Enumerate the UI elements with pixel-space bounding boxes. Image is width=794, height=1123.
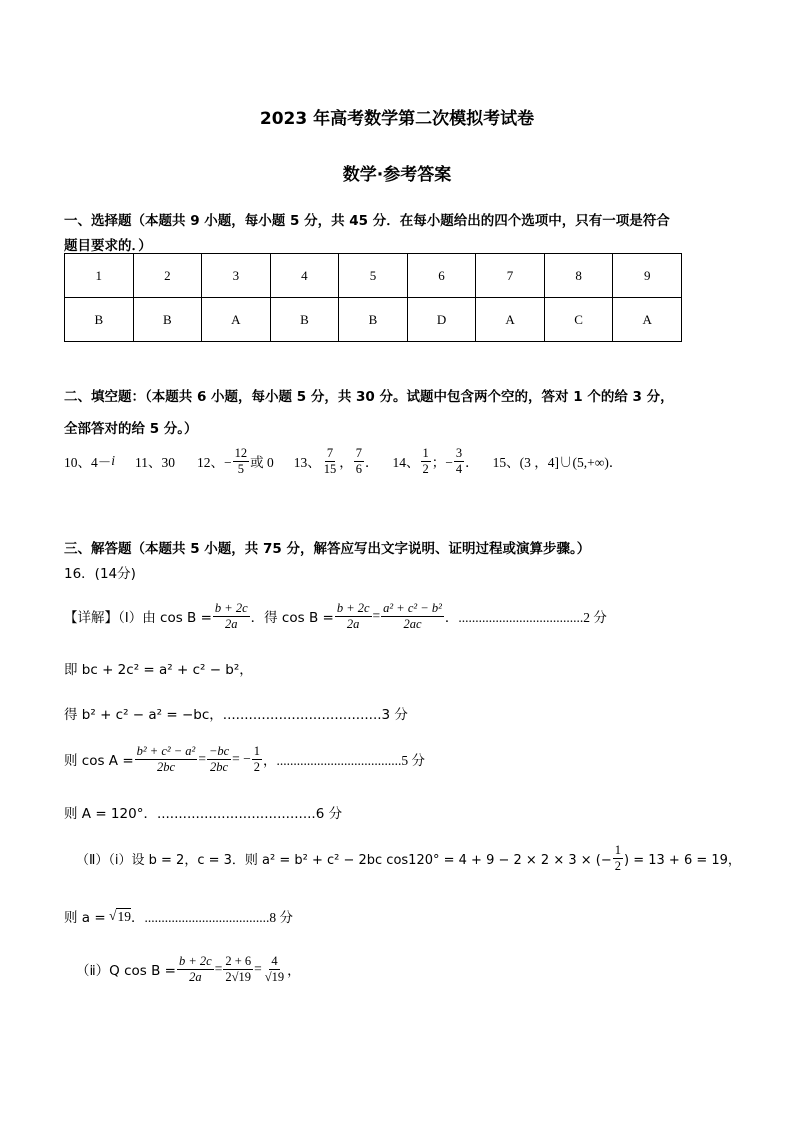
- answer-14-fraction-2: $\frac{3}{4}$: [455, 445, 463, 476]
- answer-table-answer-row: [65, 298, 682, 342]
- equals: =: [214, 961, 223, 976]
- table-cell-answer: A: [613, 298, 682, 342]
- answer-10: 10、4－: [64, 455, 112, 470]
- solution-line-3: 得 b² + c² − a² = −bc，.....................................3 分: [64, 707, 408, 723]
- solution-line-7: 则 a = √ 19 ．.....................................8 分: [64, 908, 293, 926]
- solution-line-4: [64, 741, 425, 777]
- answer-13-suffix: ．: [365, 455, 379, 470]
- fill-in-answers: [64, 443, 622, 479]
- solution-7-text: 则 a =: [64, 910, 106, 926]
- answer-12-fraction: $\frac{12}{5}$: [234, 445, 248, 476]
- solution-6-text: （Ⅱ）（ⅰ）设 b = 2，c = 3．则 a² = b² + c² − 2bc cos120° = 4 + 9 − 2 × 2 × 3 × (−: [76, 852, 612, 868]
- fraction: $\frac{1}{2}$: [253, 743, 261, 774]
- equals-minus: = −: [232, 751, 251, 766]
- table-cell-answer: A: [476, 298, 545, 342]
- score-marker: ．.....................................8 分: [130, 910, 293, 925]
- answer-table: [64, 253, 682, 342]
- table-cell-number: 6: [407, 254, 476, 298]
- table-cell-number: 3: [202, 254, 271, 298]
- fraction: $\frac{\text{a² + c² − b²}}{2ac}$: [383, 600, 442, 631]
- table-cell-number: 4: [270, 254, 339, 298]
- table-cell-number: 5: [339, 254, 408, 298]
- section1-heading-line2: 题目要求的．）: [64, 238, 152, 254]
- fraction: $\frac{b + 2c}{2a}$: [214, 600, 248, 631]
- answer-13-fraction-1: $\frac{7}{15}$: [323, 445, 337, 476]
- fraction: $\frac{4}{√19}$: [264, 953, 285, 984]
- table-cell-answer: B: [270, 298, 339, 342]
- table-cell-answer: B: [133, 298, 202, 342]
- table-cell-number: 7: [476, 254, 545, 298]
- page-subtitle: 数学·参考答案: [342, 165, 452, 185]
- solution-line-1: [64, 598, 607, 634]
- section2-heading-line2: 全部答对的给 5 分。）: [64, 421, 198, 437]
- answer-14-suffix: ．: [465, 455, 479, 470]
- equals: =: [372, 608, 381, 623]
- section1-heading-line1: 一、选择题（本题共 9 小题，每小题 5 分，共 45 分．在每小题给出的四个选项中，只有一项是符合: [64, 213, 670, 229]
- answer-14-separator: ；−: [431, 455, 453, 470]
- solution-line-6: [76, 841, 741, 875]
- table-cell-number: 1: [65, 254, 134, 298]
- section2-heading-line1: 二、填空题：（本题共 6 小题，每小题 5 分，共 30 分。试题中包含两个空的，答对 1 个的给 3 分，: [64, 389, 674, 405]
- answer-11: 11、30: [135, 455, 176, 470]
- solution-1-text: 【详解】（Ⅰ）由 cos B =: [64, 610, 212, 626]
- equals: =: [198, 751, 206, 766]
- fraction: $\frac{2 + 6}{2√19}$: [225, 953, 252, 984]
- sqrt-value: 19: [117, 908, 131, 924]
- table-cell-number: 9: [613, 254, 682, 298]
- answer-10-i: i: [111, 453, 116, 468]
- score-marker: ，.....................................5 分: [263, 753, 426, 768]
- solution-line-8: [76, 950, 301, 988]
- solution-4-text: 则 cos A =: [64, 753, 134, 769]
- solution-1-mid: ．得 cos B =: [250, 610, 334, 626]
- fraction: $\frac{b + 2c}{2a}$: [336, 600, 370, 631]
- table-cell-number: 2: [133, 254, 202, 298]
- fraction: $\frac{b + 2c}{2a}$: [178, 953, 212, 984]
- solution-8-suffix: ，: [287, 963, 301, 979]
- answer-table-number-row: [65, 254, 682, 298]
- table-cell-answer: D: [407, 298, 476, 342]
- table-cell-answer: B: [65, 298, 134, 342]
- answer-13-fraction-2: $\frac{7}{6}$: [355, 445, 363, 476]
- table-cell-answer: A: [202, 298, 271, 342]
- section3-heading: 三、解答题（本题共 5 小题，共 75 分，解答应写出文字说明、证明过程或演算步骤。）: [64, 541, 591, 557]
- answer-12-suffix: 或 0: [250, 455, 274, 470]
- solution-6-suffix: ) = 13 + 6 = 19，: [624, 852, 741, 868]
- score-marker: ．.....................................2 分: [444, 610, 607, 625]
- page-title: 2023 年高考数学第二次模拟考试卷: [259, 109, 535, 129]
- answer-12-prefix: 12、−: [197, 455, 232, 470]
- answer-14-prefix: 14、: [392, 455, 420, 470]
- answer-13-separator: ，: [339, 455, 353, 470]
- solution-8-text: （ⅱ）Q cos B =: [76, 963, 176, 979]
- solution-line-5: 则 A = 120°．.....................................6 分: [64, 806, 343, 822]
- question-16-label: 16．(14分): [64, 566, 136, 582]
- fraction: $\frac{-bc}{2bc}$: [208, 743, 230, 774]
- answer-13-prefix: 13、: [293, 455, 321, 470]
- table-cell-answer: C: [544, 298, 613, 342]
- fraction: $\frac{\text{b² + c² − a²}}{2bc}$: [136, 743, 196, 774]
- equals: =: [254, 961, 262, 976]
- table-cell-number: 8: [544, 254, 613, 298]
- table-cell-answer: B: [339, 298, 408, 342]
- fraction: $\frac{1}{2}$: [614, 842, 622, 873]
- solution-line-2: 即 bc + 2c² = a² + c² − b²，: [64, 662, 253, 678]
- answer-15: 15、(3 ，4]∪(5,+∞)．: [492, 455, 623, 470]
- answer-14-fraction-1: $\frac{1}{2}$: [422, 445, 429, 476]
